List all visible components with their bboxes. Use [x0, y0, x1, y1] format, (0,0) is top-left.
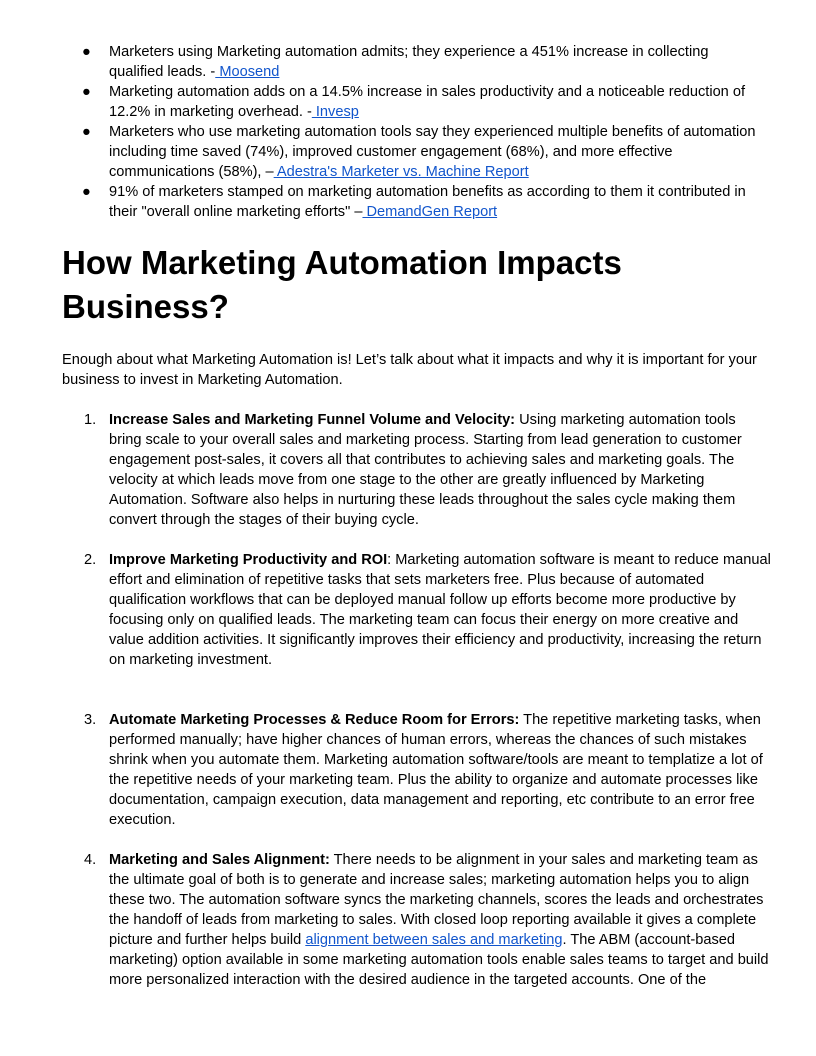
item-title: Marketing and Sales Alignment: [109, 852, 330, 868]
item-number: 3. [84, 712, 97, 728]
bullet-text: 91% of marketers stamped on marketing automation benefits as according to them it contributed in their "overall online marketing efforts" – [109, 184, 746, 220]
item-text: . The ABM (account-based marketing) option available in some marketing automation tools enable sales teams to target and build more personalized interaction with the desired audience in the targeted accounts. One of the [109, 932, 769, 988]
source-link-moosend[interactable]: Moosend [215, 64, 280, 80]
item-body [109, 710, 772, 830]
item-text: There needs to be alignment in your sales and marketing team as the ultimate goal of both is to generate and increase sales; marketing automation helps you to align these two. The automation software syncs the marketing channels, scores the leads and orchestrates the handoff of leads from marketing to sales. With closed loop reporting available it gives a complete picture and further helps build [109, 852, 764, 948]
item-title: Automate Marketing Processes & Reduce Room for Errors: [109, 712, 520, 728]
bullet-item [62, 82, 762, 122]
item-number: 2. [84, 552, 97, 568]
source-link-adestra[interactable]: Adestra's Marketer vs. Machine Report [273, 164, 529, 180]
item-text: Using marketing automation tools bring scale to your overall sales and marketing process. Starting from lead generation to customer engagement post-sales, it covers all that contributes to achieving sales and marketing goals. The velocity at which leads move from one stage to the other are greatly influenced by Marketing Automation. Software also helps in nurturing these leads throughout the sales cycle making them convert through the stages of their buying cycle. [109, 412, 742, 528]
numbered-item-automate [62, 710, 772, 830]
numbered-item-alignment [62, 850, 772, 990]
item-text: : Marketing automation software is meant to reduce manual effort and elimination of repetitive tasks that sets marketers free. Plus because of automated qualification workflows that can be deployed manual follow up efforts become more productive by focusing only on qualified leads. The marketing team can focus their energy on more creative and value addition activities. It significantly improves their efficiency and productivity, increasing the return on marketing investment. [109, 552, 771, 668]
bullet-text: Marketers who use marketing automation tools say they experienced multiple benefits of automation including time saved (74%), improved customer engagement (68%), and more effective communications (58%), – [109, 124, 756, 180]
bullet-item [62, 182, 762, 222]
bullet-item [62, 122, 762, 182]
bullet-glyph: ● [82, 184, 91, 200]
numbered-item-funnel [62, 410, 772, 530]
intro-paragraph: Enough about what Marketing Automation is! Let’s talk about what it impacts and why it is important for your business to invest in Marketing Automation. [62, 352, 757, 388]
item-body [109, 550, 772, 670]
bullet-text: Marketers using Marketing automation admits; they experience a 451% increase in collecting qualified leads. - [109, 44, 709, 80]
bullet-text: Marketing automation adds on a 14.5% increase in sales productivity and a noticeable reduction of 12.2% in marketing overhead. - [109, 84, 746, 120]
item-body [109, 410, 772, 530]
item-number: 4. [84, 852, 97, 868]
item-title: Improve Marketing Productivity and ROI [109, 552, 388, 568]
item-title: Increase Sales and Marketing Funnel Volume and Velocity: [109, 412, 516, 428]
item-text: The repetitive marketing tasks, when performed manually; have higher chances of human errors, whereas the chances of such mistakes shrink when you automate them. Marketing automation software/tools are meant to templatize a lot of the repetitive needs of your marketing team. Plus the ability to organize and automate processes like documentation, campaign execution, data management and reporting, etc contribute to an error free execution. [109, 712, 763, 828]
numbered-item-productivity [62, 550, 772, 670]
bullet-glyph: ● [82, 84, 91, 100]
stats-bullet-list [62, 42, 762, 222]
section-heading: How Marketing Automation Impacts Business? [62, 244, 622, 325]
item-body [109, 850, 772, 990]
item-number: 1. [84, 412, 97, 428]
alignment-link[interactable]: alignment between sales and marketing [305, 932, 563, 948]
source-link-demandgen[interactable]: DemandGen Report [362, 204, 498, 220]
bullet-item [62, 42, 762, 82]
bullet-glyph: ● [82, 124, 91, 140]
source-link-invesp[interactable]: Invesp [311, 104, 359, 120]
bullet-glyph: ● [82, 44, 91, 60]
